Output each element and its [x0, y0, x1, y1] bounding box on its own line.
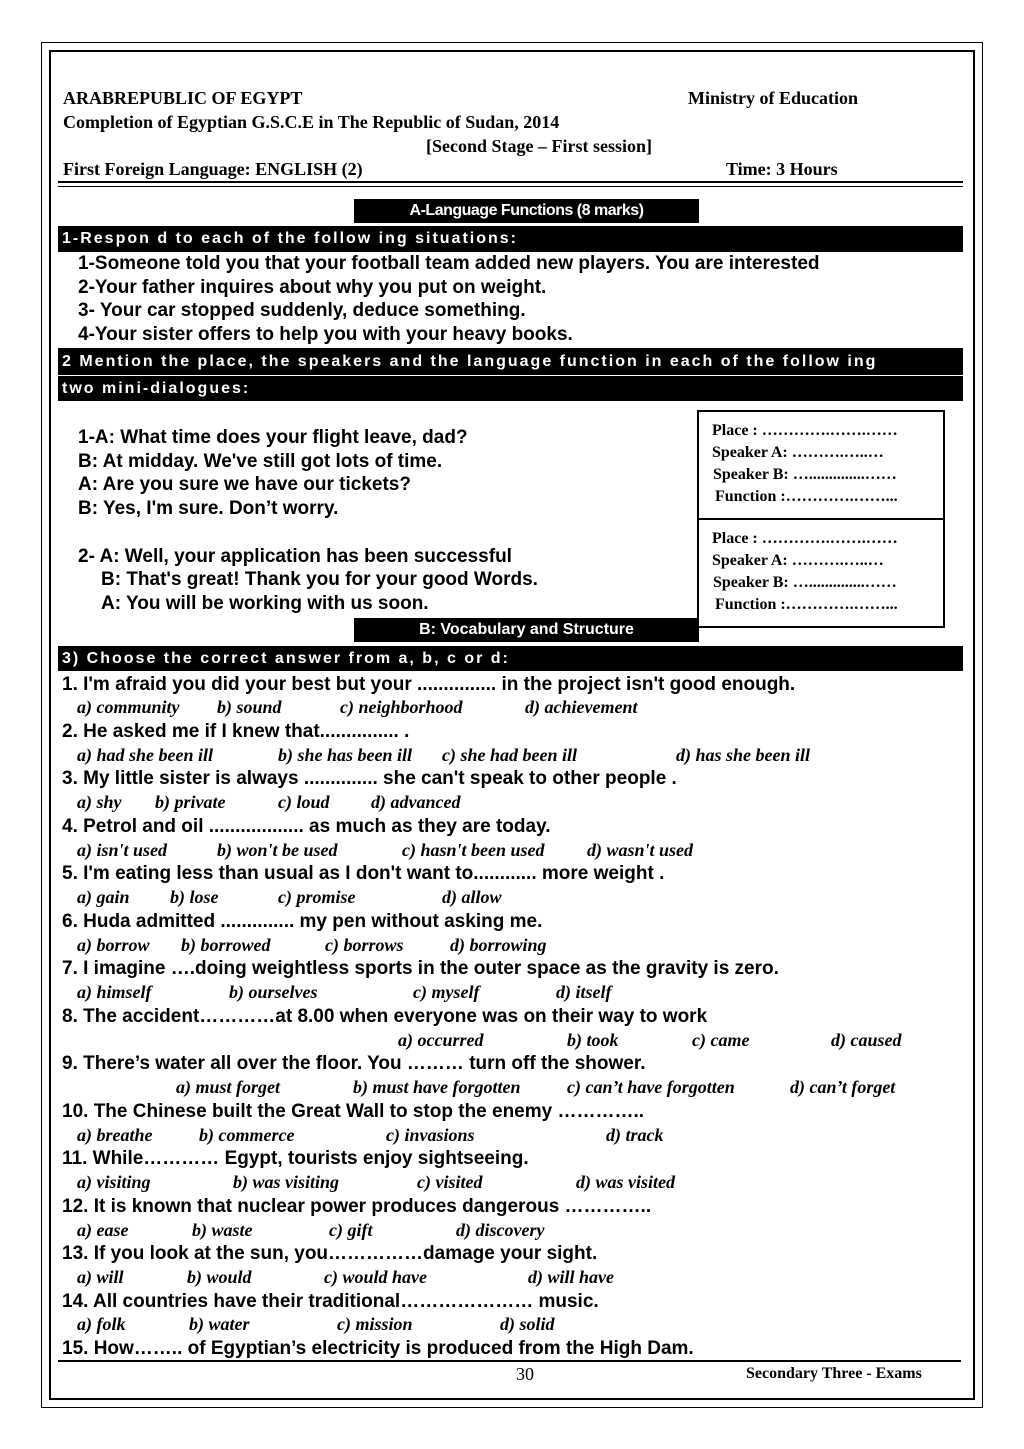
- question-3: 3. My little sister is always .............. she can't speak to other people .: [62, 768, 677, 789]
- q3-title: 3) Choose the correct answer from a, b, c or d:: [58, 646, 963, 671]
- dialogue1-line-2: B: At midday. We've still got lots of time.: [78, 451, 443, 472]
- q7-option-c: c) myself: [413, 982, 480, 1002]
- q3-option-b: b) private: [155, 792, 226, 812]
- q6-option-d: d) borrowing: [450, 935, 547, 955]
- dialogue2-line-3: A: You will be working with us soon.: [101, 593, 429, 614]
- footer-divider: [58, 1360, 961, 1362]
- header-ministry: Ministry of Education: [688, 88, 859, 108]
- q9-option-d: d) can’t forget: [790, 1077, 896, 1097]
- q2-option-b: b) she has been ill: [278, 745, 413, 765]
- q6-option-c: c) borrows: [325, 935, 404, 955]
- q3-option-a: a) shy: [77, 792, 122, 812]
- q1-option-a: a) community: [77, 697, 180, 717]
- answer-box-1-speaker-b: Speaker B: …..............……: [713, 466, 897, 483]
- q12-option-a: a) ease: [77, 1220, 129, 1240]
- q2-title-line1: 2 Mention the place, the speakers and the language function in each of the follow ing: [58, 348, 963, 375]
- q7-option-d: d) itself: [556, 982, 612, 1002]
- q13-option-a: a) will: [77, 1267, 124, 1287]
- answer-box-2-speaker-b: Speaker B: …..............……: [713, 574, 897, 591]
- q8-option-b: b) took: [567, 1030, 619, 1050]
- header-time: Time: 3 Hours: [726, 159, 838, 179]
- question-7: 7. I imagine ….doing weightless sports in the outer space as the gravity is zero.: [62, 958, 779, 979]
- question-11: 11. While………… Egypt, tourists enjoy sightseeing.: [62, 1148, 529, 1169]
- q5-option-b: b) lose: [170, 887, 219, 907]
- q2-option-a: a) had she been ill: [77, 745, 214, 765]
- answer-box-2-function: Function :………….……...: [715, 596, 898, 613]
- dialogue1-line-3: A: Are you sure we have our tickets?: [78, 474, 411, 495]
- question-8: 8. The accident…………at 8.00 when everyone was on their way to work: [62, 1006, 708, 1027]
- question-6: 6. Huda admitted .............. my pen without asking me.: [62, 911, 543, 932]
- q1-option-b: b) sound: [217, 697, 282, 717]
- q8-option-c: c) came: [692, 1030, 750, 1050]
- q10-option-c: c) invasions: [386, 1125, 475, 1145]
- q13-option-d: d) will have: [528, 1267, 614, 1287]
- q13-option-b: b) would: [187, 1267, 252, 1287]
- page-number: 30: [516, 1364, 534, 1384]
- question-1: 1. I'm afraid you did your best but your ............... in the project isn't good enough.: [62, 674, 796, 695]
- q8-option-d: d) caused: [831, 1030, 902, 1050]
- question-9: 9. There’s water all over the floor. You ……… turn off the shower.: [62, 1053, 646, 1074]
- section-b-title: B: Vocabulary and Structure: [354, 618, 699, 642]
- q1-item-2: 2-Your father inquires about why you put on weight.: [78, 277, 547, 298]
- q10-option-a: a) breathe: [77, 1125, 153, 1145]
- q1-item-4: 4-Your sister offers to help you with your heavy books.: [78, 324, 573, 345]
- q12-option-b: b) waste: [192, 1220, 253, 1240]
- q11-option-d: d) was visited: [576, 1172, 675, 1192]
- q5-option-a: a) gain: [77, 887, 130, 907]
- header-divider-1: [58, 181, 963, 183]
- q6-option-a: a) borrow: [77, 935, 150, 955]
- dialogue1-line-1: 1-A: What time does your flight leave, dad?: [78, 427, 468, 448]
- header-country: ARABREPUBLIC OF EGYPT: [63, 88, 303, 108]
- question-12: 12. It is known that nuclear power produces dangerous …………..: [62, 1196, 652, 1217]
- dialogue2-line-1: 2- A: Well, your application has been successful: [78, 546, 512, 567]
- q4-option-d: d) wasn't used: [587, 840, 694, 860]
- dialogue2-line-2: B: That's great! Thank you for your good Words.: [101, 569, 538, 590]
- question-13: 13. If you look at the sun, you……………damage your sight.: [62, 1243, 598, 1264]
- q2-title-line2: two mini-dialogues:: [58, 376, 963, 401]
- q1-option-c: c) neighborhood: [340, 697, 463, 717]
- question-14: 14. All countries have their traditional………………… music.: [62, 1291, 599, 1312]
- q7-option-b: b) ourselves: [229, 982, 318, 1002]
- answer-box-1-function: Function :………….……...: [715, 488, 898, 505]
- q7-option-a: a) himself: [77, 982, 152, 1002]
- q13-option-c: c) would have: [324, 1267, 427, 1287]
- q1-item-3: 3- Your car stopped suddenly, deduce something.: [78, 300, 526, 321]
- q8-option-a: a) occurred: [398, 1030, 484, 1050]
- q14-option-b: b) water: [189, 1314, 250, 1334]
- question-10: 10. The Chinese built the Great Wall to stop the enemy …………..: [62, 1101, 645, 1122]
- answer-box-2: [697, 518, 945, 628]
- q1-title: 1-Respon d to each of the follow ing situations:: [58, 226, 963, 252]
- q3-option-c: c) loud: [278, 792, 330, 812]
- answer-box-1-place: Place : ………….…….……: [712, 422, 898, 439]
- dialogue1-line-4: B: Yes, I'm sure. Don’t worry.: [78, 498, 339, 519]
- q3-option-d: d) advanced: [371, 792, 461, 812]
- q14-option-d: d) solid: [500, 1314, 555, 1334]
- answer-box-2-speaker-a: Speaker A: ……….…..…: [712, 552, 884, 569]
- header-subject: First Foreign Language: ENGLISH (2): [63, 159, 363, 179]
- question-4: 4. Petrol and oil .................. as much as they are today.: [62, 816, 551, 837]
- q10-option-d: d) track: [606, 1125, 664, 1145]
- question-2: 2. He asked me if I knew that............... .: [62, 721, 410, 742]
- q4-option-a: a) isn't used: [77, 840, 168, 860]
- q10-option-b: b) commerce: [199, 1125, 295, 1145]
- header-divider-2: [58, 186, 963, 187]
- q6-option-b: b) borrowed: [181, 935, 271, 955]
- q5-option-d: d) allow: [442, 887, 502, 907]
- question-15: 15. How…….. of Egyptian’s electricity is produced from the High Dam.: [62, 1338, 694, 1359]
- q1-option-d: d) achievement: [525, 697, 638, 717]
- q11-option-a: a) visiting: [77, 1172, 151, 1192]
- answer-box-2-place: Place : ………….…….……: [712, 530, 898, 547]
- q4-option-c: c) hasn't been used: [402, 840, 545, 860]
- q2-option-d: d) has she been ill: [676, 745, 811, 765]
- question-5: 5. I'm eating less than usual as I don't want to............ more weight .: [62, 863, 665, 884]
- q12-option-d: d) discovery: [456, 1220, 545, 1240]
- header-stage: [Second Stage – First session]: [426, 136, 652, 156]
- q9-option-a: a) must forget: [176, 1077, 281, 1097]
- footer-label: Secondary Three - Exams: [746, 1365, 922, 1382]
- q11-option-c: c) visited: [417, 1172, 483, 1192]
- answer-box-1-speaker-a: Speaker A: ……….…..…: [712, 444, 884, 461]
- q2-option-c: c) she had been ill: [442, 745, 577, 765]
- q12-option-c: c) gift: [329, 1220, 373, 1240]
- q14-option-c: c) mission: [337, 1314, 413, 1334]
- q9-option-c: c) can’t have forgotten: [567, 1077, 735, 1097]
- q1-item-1: 1-Someone told you that your football team added new players. You are interested: [78, 253, 820, 274]
- q14-option-a: a) folk: [77, 1314, 126, 1334]
- q9-option-b: b) must have forgotten: [353, 1077, 521, 1097]
- q5-option-c: c) promise: [278, 887, 356, 907]
- header-exam: Completion of Egyptian G.S.C.E in The Republic of Sudan, 2014: [63, 112, 560, 132]
- q11-option-b: b) was visiting: [233, 1172, 340, 1192]
- q4-option-b: b) won't be used: [217, 840, 338, 860]
- section-a-title: A-Language Functions (8 marks): [354, 199, 699, 223]
- answer-box-1: [697, 410, 945, 520]
